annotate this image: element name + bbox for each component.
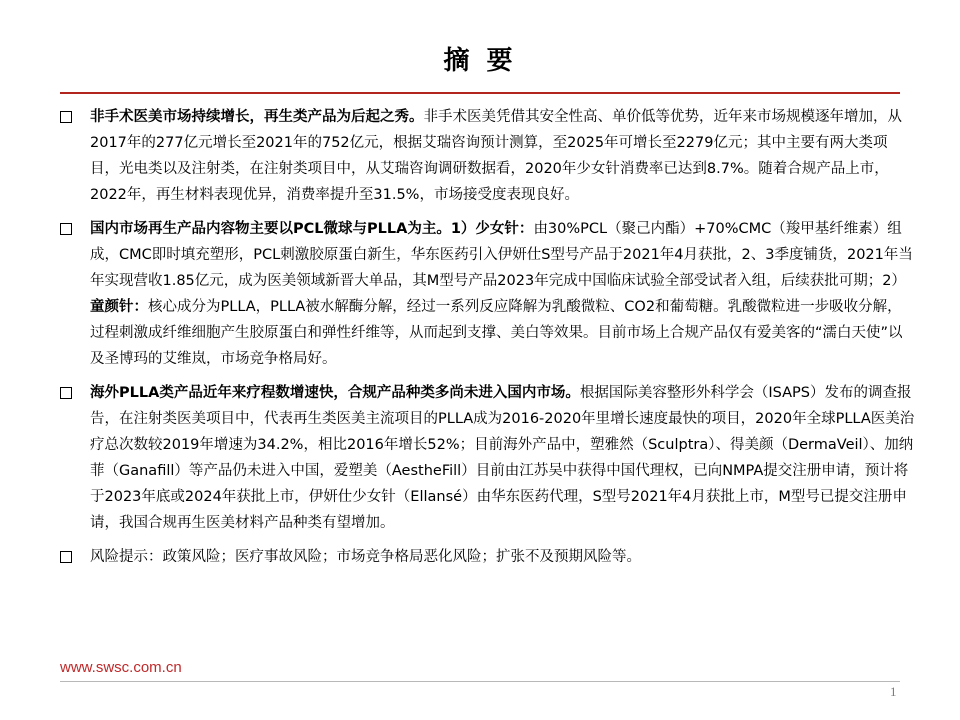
summary-bullet xyxy=(60,104,916,208)
bullet-text: 核心成分为PLLA，PLLA被水解酶分解，经过一系列反应降解为乳酸微粒、CO2和葡萄糖。乳酸微粒进一步吸收分解，过程刺激成纤维细胞产生胶原蛋白和弹性纤维等，从而起到支撑、美白等效果。目前市场上合规产品仅有爱美客的“濡白天使”以及圣博玛的艾维岚，市场竞争格局好。 xyxy=(90,299,903,367)
summary-bullet xyxy=(60,216,916,372)
bullet-heading: 非手术医美市场持续增长，再生类产品为后起之秀。 xyxy=(90,109,424,125)
square-bullet-icon xyxy=(60,223,72,235)
bullet-text: 由30%PCL（聚己内酯）+70%CMC（羧甲基纤维素）组成，CMC即时填充塑形，PCL刺激胶原蛋白新生，华东医药引入伊妍仕S型号产品于2021年4月获批，2、3季度铺货，2021年当年实现营收1.85亿元，成为医美领域新晋大单品，其M型号产品2023年完成中国临床试验全部受试者入组，后续获批可期；2） xyxy=(90,221,913,289)
title-divider xyxy=(60,92,900,94)
bullet-heading: 海外PLLA类产品近年来疗程数增速快，合规产品种类多尚未进入国内市场。 xyxy=(90,385,580,401)
summary-bullet xyxy=(60,544,916,570)
page-number: 1 xyxy=(890,684,897,699)
bullet-text: 根据国际美容整形外科学会（ISAPS）发布的调查报告，在注射类医美项目中，代表再生类医美主流项目的PLLA成为2016-2020年里增长速度最快的项目，2020年全球PLLA医美治疗总次数较2019年增速为34.2%，相比2016年增长52%；目前海外产品中，塑雅然（Sculptra）、得美颜（DermaVeil）、加纳菲（Ganafill）等产品仍未进入中国，爱塑美（AestheFill）目前由江苏吴中获得中国代理权，已向NMPA提交注册申请，预计将于2023年底或2024年获批上市，伊妍仕少女针（Ellansé）由华东医药代理，S型号2021年4月获批上市，M型号已提交注册申请，我国合规再生医美材料产品种类有望增加。 xyxy=(90,385,915,531)
square-bullet-icon xyxy=(60,387,72,399)
bullet-subheading: 童颜针： xyxy=(90,299,148,315)
bullet-text: 非手术医美凭借其安全性高、单价低等优势，近年来市场规模逐年增加，从2017年的277亿元增长至2021年的752亿元，根据艾瑞咨询预计测算，至2025年可增长至2279亿元；其中主要有两大类项目，光电类以及注射类，在注射类项目中，从艾瑞咨询调研数据看，2020年少女针消费率已达到8.7%。随着合规产品上市，2022年，再生材料表现优异，消费率提升至31.5%，市场接受度表现良好。 xyxy=(90,109,902,203)
square-bullet-icon xyxy=(60,551,72,563)
summary-bullet-list xyxy=(60,104,916,578)
summary-bullet xyxy=(60,380,916,536)
page-title: 摘 要 xyxy=(443,46,517,76)
risk-warning-text: 风险提示：政策风险；医疗事故风险；市场竞争格局恶化风险；扩张不及预期风险等。 xyxy=(90,549,641,565)
footer-divider xyxy=(60,681,900,682)
footer-url-link[interactable]: www.swsc.com.cn xyxy=(60,659,182,676)
square-bullet-icon xyxy=(60,111,72,123)
bullet-heading: 国内市场再生产品内容物主要以PCL微球与PLLA为主。1）少女针： xyxy=(90,221,534,237)
